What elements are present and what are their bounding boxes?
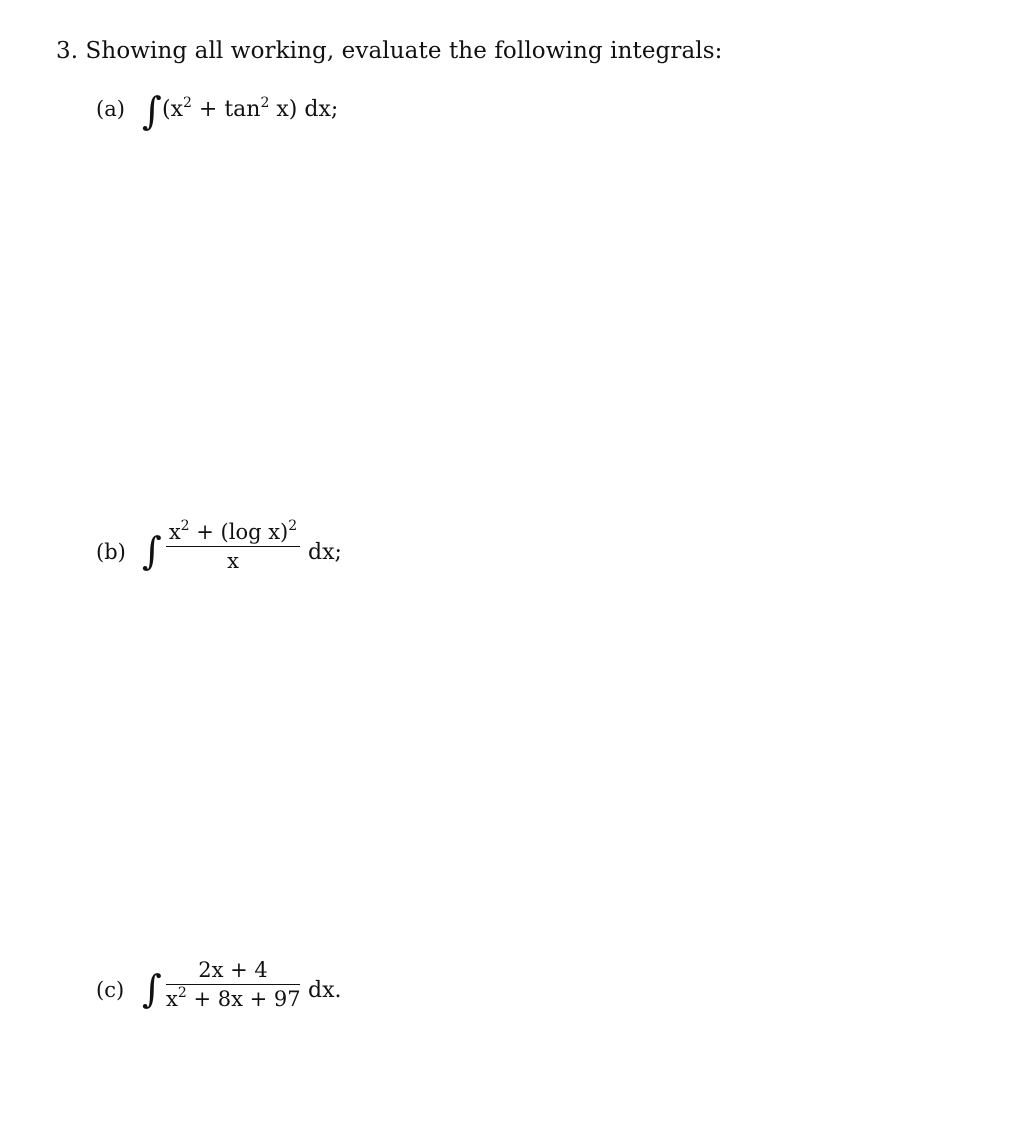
- integrand: $(x^2 + \tan^2 x)$ dx;: [162, 95, 339, 122]
- numerator: 2x + 4: [198, 958, 268, 982]
- differential: dx;: [308, 540, 342, 565]
- integral-sign: ∫: [142, 967, 162, 1011]
- fraction: [166, 520, 300, 573]
- part-label: (c): [96, 978, 125, 1002]
- differential: dx.: [308, 978, 342, 1003]
- denominator: $x^2 + 8x + 97$: [166, 985, 301, 1011]
- part-label: (b): [96, 540, 126, 564]
- part-label: (a): [96, 97, 125, 121]
- integral-sign: ∫: [142, 89, 162, 133]
- integral-sign: ∫: [142, 529, 162, 573]
- fraction: [166, 958, 300, 1011]
- denominator: x: [227, 549, 239, 573]
- numerator: $x^2 + (\log$ x)$^2$: [168, 518, 298, 544]
- question-title: 3. Showing all working, evaluate the following integrals:: [56, 38, 723, 64]
